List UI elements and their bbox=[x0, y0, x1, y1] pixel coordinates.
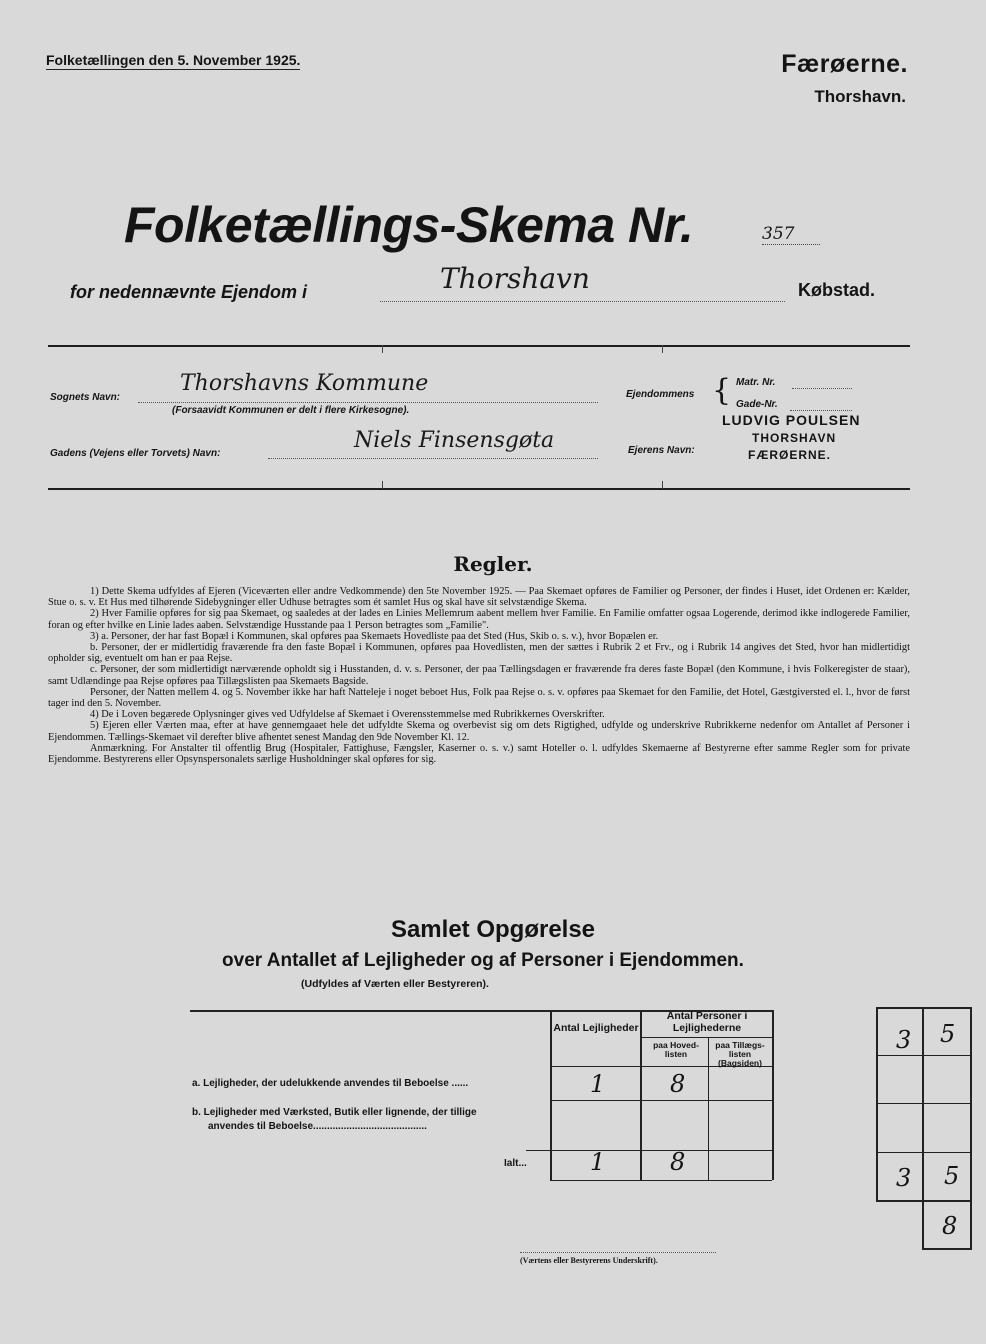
summary-title: Samlet Opgørelse bbox=[390, 916, 596, 943]
owner-stamp-line-3: FÆRØERNE. bbox=[748, 448, 832, 462]
estate-brace: { bbox=[712, 373, 732, 408]
divider-bottom bbox=[48, 488, 910, 490]
total-label: Ialt... bbox=[504, 1158, 527, 1169]
col-supp-list-header: paa Tillægs-listen (Bagsiden) bbox=[715, 1040, 765, 1068]
rules-text bbox=[48, 586, 910, 765]
tally-r5c2[interactable]: 8 bbox=[942, 1212, 958, 1240]
estate-label: Ejendommens bbox=[626, 389, 695, 400]
row-a-apartments[interactable]: 1 bbox=[590, 1070, 606, 1098]
region-label: Færøerne. bbox=[781, 50, 908, 78]
rule-paragraph: 4) De i Loven begærede Oplysninger gives ved Udfyldelse af Skemaet i Overensstemmelse med Rubrikkernes Overskrifter. bbox=[90, 709, 605, 721]
form-number-field[interactable]: 357 bbox=[762, 224, 820, 245]
total-apartments[interactable]: 1 bbox=[590, 1148, 606, 1176]
gade-label: Gade-Nr. bbox=[736, 399, 778, 410]
subtitle-prefix: for nedennævnte Ejendom i bbox=[70, 282, 308, 302]
rules-title: Regler. bbox=[453, 552, 533, 576]
owner-stamp-line-2: THORSHAVN bbox=[752, 431, 837, 445]
parish-note: (Forsaavidt Kommunen er delt i flere Kirkesogne). bbox=[172, 405, 410, 416]
tally-r4c2[interactable]: 5 bbox=[944, 1162, 960, 1190]
parish-field[interactable]: Thorshavns Kommune bbox=[180, 371, 429, 396]
subtitle-suffix: Købstad. bbox=[798, 280, 876, 300]
row-b-label-1: b. Lejligheder med Værksted, Butik eller lignende, der tillige bbox=[192, 1107, 477, 1118]
matr-field[interactable] bbox=[792, 374, 852, 389]
rule-paragraph: 3) a. Personer, der har fast Bopæl i Kommunen, skal opføres paa Skemaets Hovedliste paa det Sted (Hus, Skib o. s. v.), hvor Bopælen er. bbox=[90, 630, 659, 642]
tally-r1c1[interactable]: 3 bbox=[896, 1026, 912, 1054]
rule-paragraph: 2) Hver Familie opføres for sig paa Skemaet, og saaledes at der lades en Linies Mellemrum aabent mellem hver Familie. En Familie omfatter ogsaa Logerende, derimod ikke indlogerede Familier, foran og efter hvilke en Linie lades aaben. Selvstændige Husstande paa 1 Person betragtes som „Familie". bbox=[48, 608, 910, 631]
matr-label: Matr. Nr. bbox=[736, 377, 776, 388]
signature-field[interactable] bbox=[520, 1238, 716, 1253]
divider-tick bbox=[382, 345, 383, 353]
row-b-label-2: anvendes til Beboelse......................................... bbox=[208, 1121, 427, 1132]
census-date-label: Folketællingen den 5. November 1925. bbox=[46, 52, 301, 68]
rule-paragraph: 1) Dette Skema udfyldes af Ejeren (Viceværten eller andre Vedkommende) den 5te November 1925. — Paa Skemaet opføres de Familier og Personer, der findes i Huset, idet Ordenen er: Kælder, Stue o. s. v. Et Hus med tilhørende Sidebygninger eller Udhuse betragtes som ét samlet Hus og skal have sit selvstændige Skema. bbox=[48, 586, 910, 609]
owner-stamp-line-1: LUDVIG POULSEN bbox=[722, 412, 861, 428]
summary-subtitle: over Antallet af Lejligheder og af Personer i Ejendommen. bbox=[222, 950, 744, 971]
rule-paragraph: b. Personer, der er midlertidig fraværende fra den faste Bopæl i Kommunen, opføres paa Hovedlisten, men der sættes i Rubrik 2 et Frv., og i Rubrik 14 angives det Sted, hvor han midlertidigt opholder sig, eventuelt om han er paa Rejse. bbox=[48, 642, 910, 665]
divider-tick bbox=[382, 481, 383, 489]
col-main-list-header: paa Hoved-listen bbox=[653, 1040, 699, 1059]
row-a-main-list[interactable]: 8 bbox=[670, 1070, 686, 1098]
city-label: Thorshavn. bbox=[814, 87, 906, 106]
tally-r1c2[interactable]: 5 bbox=[940, 1020, 956, 1048]
total-main-list[interactable]: 8 bbox=[670, 1148, 686, 1176]
divider-top bbox=[48, 345, 910, 347]
rule-paragraph: 5) Ejeren eller Værten maa, efter at have gennemgaaet hele det udfyldte Skema og overbevist sig om dets Rigtighed, udfylde og underskrive Rubrikkerne nedenfor om Antallet af Personer i Ejendommen. Tællings-Skemaet vil derefter blive afhentet senest Mandag den 9de November Kl. 12. bbox=[48, 720, 910, 743]
street-field[interactable]: Niels Finsensgøta bbox=[354, 428, 555, 453]
divider-tick bbox=[662, 481, 663, 489]
street-label: Gadens (Vejens eller Torvets) Navn: bbox=[50, 448, 221, 459]
tally-r4c1[interactable]: 3 bbox=[896, 1164, 912, 1192]
summary-note: (Udfyldes af Værten eller Bestyreren). bbox=[301, 978, 489, 990]
place-field[interactable]: Thorshavn bbox=[440, 262, 590, 295]
row-a-label: a. Lejligheder, der udelukkende anvendes til Beboelse ...... bbox=[192, 1078, 469, 1089]
col-persons-header: Antal Personer i Lejlighederne bbox=[666, 1010, 748, 1034]
owner-label: Ejerens Navn: bbox=[628, 445, 695, 456]
rule-paragraph: Personer, der Natten mellem 4. og 5. November ikke har haft Natteleje i noget beboet Hus, Folk paa Rejse o. s. v. opføres paa Skemaet for den Familie, det Hotel, Gæstgiversted el. l., hvor de først tager ind den 5. November. bbox=[48, 686, 910, 710]
signature-note: (Værtens eller Bestyrerens Underskrift). bbox=[520, 1256, 658, 1265]
gade-field[interactable] bbox=[790, 396, 852, 411]
divider-tick bbox=[662, 345, 663, 353]
form-title: Folketællings-Skema Nr. bbox=[124, 197, 694, 253]
rule-paragraph: c. Personer, der som midlertidigt nærværende opholdt sig i Husstanden, d. v. s. Personer, der paa Tællingsdagen er fraværende fra deres faste Bopæl (den Kommune, i hvis Folkeregister de staar), samt Udlændinge paa Rejse opføres paa Tillægslisten paa Skemaets Bagside. bbox=[48, 664, 910, 687]
col-apartments-header: Antal Lejligheder bbox=[553, 1022, 639, 1034]
rule-paragraph: Anmærkning. For Anstalter til offentlig Brug (Hospitaler, Fattighuse, Fængsler, Kaserner o. s. v.) samt Hoteller o. l. udfyldes Skemaerne af Bestyrerne efter samme Regler som for private Ejendomme. Bestyrerens eller Opsynspersonalets særlige Husholdninger skal opføres for sig. bbox=[48, 742, 910, 766]
parish-label: Sognets Navn: bbox=[50, 392, 121, 403]
